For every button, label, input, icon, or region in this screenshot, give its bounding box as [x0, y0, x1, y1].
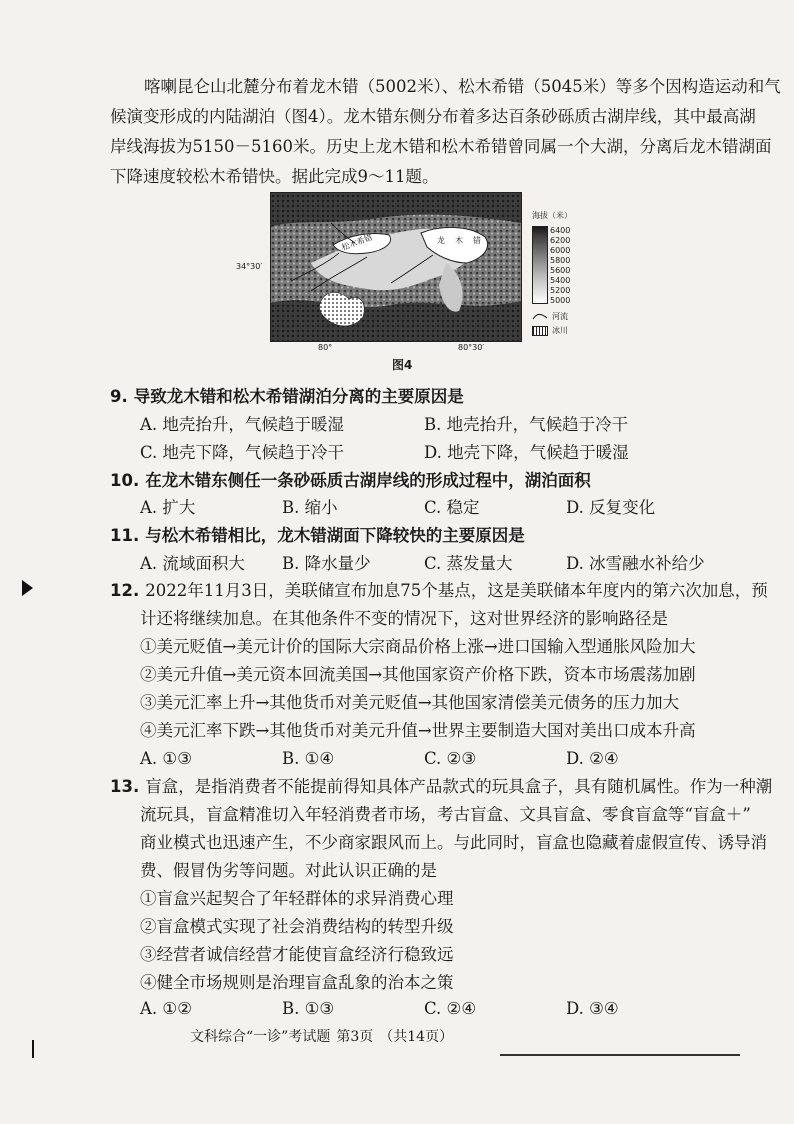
- q13-item-4: ④健全市场规则是治理盲盒乱象的治本之策: [140, 973, 454, 992]
- q12-stem-line-2: 计还将继续加息。在其他条件不变的情况下，这对世界经济的影响路径是: [140, 609, 668, 628]
- q13-item-1: ①盲盒兴起契合了年轻群体的求异消费心理: [140, 889, 454, 908]
- question-stem: 导致龙木错和松木希错湖泊分离的主要原因是: [133, 387, 464, 406]
- legend-tick: 5000: [550, 296, 571, 305]
- q13-option-b: B. ①③: [282, 999, 335, 1018]
- legend-tick: 5800: [550, 256, 571, 265]
- q9-option-b: B. 地壳抬升，气候趋于冷干: [424, 415, 629, 434]
- glacier-legend-icon: [532, 326, 548, 336]
- legend-tick: 6000: [550, 246, 571, 255]
- legend-tick: 5600: [550, 266, 571, 275]
- question-number: 13.: [110, 777, 140, 796]
- question-13: [110, 776, 772, 798]
- margin-arrow-marker: [22, 580, 33, 596]
- question-stem-line-1: 盲盒，是指消费者不能提前得知具体产品款式的玩具盒子，具有随机属性。作为一种潮: [145, 777, 773, 796]
- legend-title: 海拔（米）: [532, 211, 572, 220]
- q10-option-a: A. 扩大: [140, 498, 196, 517]
- footer-total: （共14页）: [379, 1029, 454, 1045]
- longitude-label-80: 80°: [318, 343, 333, 352]
- intro-line-1: 喀喇昆仑山北麓分布着龙木错（5002米）、松木希错（5045米）等多个因构造运动和气: [144, 77, 781, 96]
- question-10: [110, 470, 591, 492]
- question-number: 12.: [110, 581, 140, 600]
- q10-option-d: D. 反复变化: [566, 498, 656, 517]
- footer-rule: [500, 1054, 740, 1056]
- q13-stem-line-4: 费、假冒伪劣等问题。对此认识正确的是: [140, 861, 437, 880]
- river-legend-icon: [532, 312, 548, 320]
- q12-item-1: ①美元贬值→美元计价的国际大宗商品价格上涨→进口国输入型通胀风险加大: [140, 637, 696, 656]
- question-number: 9.: [110, 387, 128, 406]
- terrain-map-graphic: [271, 193, 521, 341]
- legend-glacier-label: 冰川: [552, 326, 568, 335]
- q11-option-b: B. 降水量少: [282, 554, 371, 573]
- question-9: [110, 386, 464, 408]
- page-footer: [190, 1026, 459, 1046]
- question-stem: 与松木希错相比，龙木错湖面下降较快的主要原因是: [145, 526, 525, 545]
- question-number: 11.: [110, 526, 140, 545]
- q13-item-2: ②盲盒模式实现了社会消费结构的转型升级: [140, 917, 454, 936]
- intro-line-2: 候演变形成的内陆湖泊（图4）。龙木错东侧分布着多达百条砂砾质古湖岸线，其中最高湖: [110, 107, 756, 126]
- q13-option-a: A. ①②: [140, 999, 192, 1018]
- longitude-label-80-30: 80°30′: [458, 343, 485, 352]
- q13-stem-line-3: 商业模式也迅速产生，不少商家跟风而上。与此同时，盲盒也隐藏着虚假宣传、诱导消: [140, 833, 767, 852]
- q9-option-c: C. 地壳下降，气候趋于冷干: [140, 443, 345, 462]
- q11-option-c: C. 蒸发量大: [424, 554, 513, 573]
- q9-option-d: D. 地壳下降，气候趋于暖湿: [424, 443, 629, 462]
- q9-option-a: A. 地壳抬升，气候趋于暖湿: [140, 415, 344, 434]
- q12-option-a: A. ①③: [140, 749, 192, 768]
- intro-line-4: 下降速度较松木希错快。据此完成9～11题。: [110, 167, 439, 186]
- question-11: [110, 525, 525, 547]
- lake-label-songmuxicuo: 松木希错: [340, 232, 374, 253]
- question-stem: 在龙木错东侧任一条砂砾质古湖岸线的形成过程中，湖泊面积: [145, 471, 591, 490]
- legend-river-label: 河流: [552, 312, 568, 321]
- q12-item-4: ④美元汇率下跌→其他货币对美元升值→世界主要制造大国对美出口成本升高: [140, 721, 696, 740]
- q11-option-d: D. 冰雪融水补给少: [566, 554, 705, 573]
- q10-option-c: C. 稳定: [424, 498, 480, 517]
- q12-item-3: ③美元汇率上升→其他货币对美元贬值→其他国家清偿美元债务的压力加大: [140, 693, 680, 712]
- intro-line-3: 岸线海拔为5150－5160米。历史上龙木错和松木希错曾同属一个大湖，分离后龙木错湖面: [110, 137, 772, 156]
- lake-label-longmucuo: 龙木错: [437, 236, 491, 245]
- margin-edge-mark: [32, 1040, 34, 1058]
- legend-tick: 6200: [550, 236, 571, 245]
- footer-title: 文科综合“一诊”考试题: [190, 1029, 331, 1045]
- q13-option-d: D. ③④: [566, 999, 619, 1018]
- q12-option-c: C. ②③: [424, 749, 477, 768]
- q12-item-2: ②美元升值→美元资本回流美国→其他国家资产价格下跌，资本市场震荡加剧: [140, 665, 696, 684]
- q10-option-b: B. 缩小: [282, 498, 338, 517]
- q12-option-b: B. ①④: [282, 749, 335, 768]
- question-12: [110, 580, 768, 602]
- figure-caption: 图4: [392, 358, 413, 372]
- figure-4-map: [270, 192, 522, 342]
- latitude-label: 34°30′: [236, 262, 263, 271]
- question-number: 10.: [110, 471, 140, 490]
- elevation-color-ramp: [532, 226, 548, 304]
- q12-option-d: D. ②④: [566, 749, 619, 768]
- q13-stem-line-2: 流玩具，盲盒精准切入年轻消费者市场，考古盲盒、文具盲盒、零食盲盒等“盲盒＋”: [140, 805, 751, 824]
- legend-tick: 6400: [550, 226, 571, 235]
- question-stem-line-1: 2022年11月3日，美联储宣布加息75个基点，这是美联储本年度内的第六次加息，预: [145, 581, 768, 600]
- legend-tick: 5400: [550, 276, 571, 285]
- q13-option-c: C. ②④: [424, 999, 477, 1018]
- q11-option-a: A. 流域面积大: [140, 554, 245, 573]
- q13-item-3: ③经营者诚信经营才能使盲盒经济行稳致远: [140, 945, 454, 964]
- legend-tick: 5200: [550, 286, 571, 295]
- footer-page: 第3页: [336, 1029, 374, 1045]
